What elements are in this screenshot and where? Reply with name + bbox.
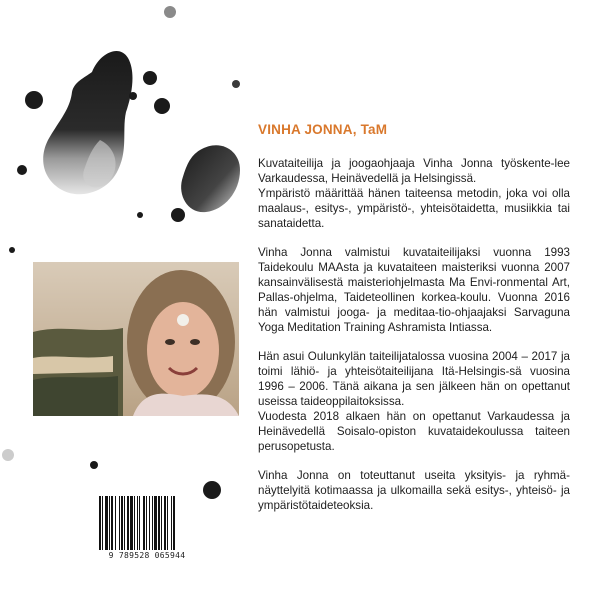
barcode-bar <box>171 496 172 550</box>
barcode-bar <box>164 496 166 550</box>
ink-drop <box>9 247 15 253</box>
bio-paragraph: Vinha Jonna on toteuttanut useita yksityis- ja ryhmä-näyttelyitä kotimaassa ja ulkomailla sekä esitys-, yhteisö- ja ympäristötaideteoksia. <box>258 469 570 512</box>
barcode-bar <box>134 496 135 550</box>
ink-drop <box>154 98 170 114</box>
bio-paragraph: Vuodesta 2018 alkaen hän on opettanut Varkaudessa ja Heinävedellä Soisalo-opiston kuvataidekoulussa taiteen perusopetusta. <box>258 410 570 453</box>
barcode-bar <box>152 496 153 550</box>
barcode-bar <box>137 496 138 550</box>
barcode-bar <box>102 496 103 550</box>
bio-paragraph: Ympäristö määrittää hänen taiteensa metodin, joka voi olla maalaus-, esitys-, ympäristö-, yhteisötaidetta, musiikkia tai sanataidetta. <box>258 187 570 230</box>
bio-paragraph: Hän asui Oulunkylän taiteilijatalossa vuosina 2004 – 2017 ja toimi lähiö- ja yhteisötaiteilijana Itä-Helsingis-sä vuosina 1996 – 2006. Tänä aikana ja sen jälkeen hän on opettanut useissa taideoppilaitoksissa. <box>258 350 570 408</box>
barcode-bar <box>161 496 162 550</box>
ink-drop <box>129 92 137 100</box>
barcode-bar <box>121 496 123 550</box>
barcode-bar <box>119 496 120 550</box>
ink-drop <box>25 91 43 109</box>
isbn-number: 9 789528 065944 <box>108 551 186 560</box>
barcode-bar <box>105 496 108 550</box>
barcode-bar <box>167 496 168 550</box>
barcode-bar <box>158 496 160 550</box>
barcode-bar <box>111 496 113 550</box>
ink-drop <box>171 208 185 222</box>
barcode-bar <box>109 496 110 550</box>
barcode-bar <box>143 496 145 550</box>
barcode-bar <box>124 496 125 550</box>
barcode-bar <box>146 496 147 550</box>
barcode-bar <box>127 496 129 550</box>
author-heading: VINHA JONNA, TaM <box>258 122 388 137</box>
ink-drop <box>90 461 98 469</box>
barcode-bar <box>139 496 140 550</box>
barcode-bar <box>154 496 157 550</box>
author-photo <box>33 262 239 416</box>
ink-drop <box>143 71 157 85</box>
ink-drop <box>137 212 143 218</box>
bio-paragraph: Kuvataiteilija ja joogaohjaaja Vinha Jonna työskente-lee Varkaudessa, Heinävedellä ja Helsingissä. <box>258 157 570 185</box>
bio-paragraph: Vinha Jonna valmistui kuvataiteilijaksi vuonna 1993 Taidekoulu MAAsta ja kuvataiteen maisteriksi vuonna 2007 kansainvälisestä maisteriohjelmasta Ma Envi-ronmental Art, Pallas-ohjelma, Taideteollinen korkea-koulu. Vuonna 2016 hän valmistui jooga- ja meditaa-tio-ohjaajaksi Sarvaguna Yoga Meditation Training Ashramista Intiassa. <box>258 246 570 334</box>
barcode-bar <box>115 496 116 550</box>
mid-ink-blot <box>181 145 240 212</box>
ink-drop <box>2 449 14 461</box>
barcode-bar <box>149 496 150 550</box>
ink-drop <box>203 481 221 499</box>
ink-drop <box>164 6 176 18</box>
author-bio <box>258 156 570 527</box>
barcode-bar <box>130 496 133 550</box>
ink-drop <box>17 165 27 175</box>
barcode-bar <box>99 496 101 550</box>
barcode-bar <box>173 496 175 550</box>
ink-drop <box>232 80 240 88</box>
